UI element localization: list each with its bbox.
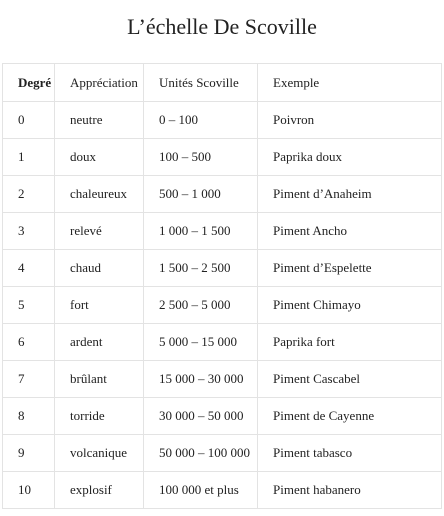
table-row: [3, 398, 442, 435]
cell-appreciation: fort: [55, 287, 144, 324]
cell-appreciation: torride: [55, 398, 144, 435]
table-row: [3, 139, 442, 176]
cell-degree: 6: [3, 324, 55, 361]
cell-scoville-units: 5 000 – 15 000: [144, 324, 258, 361]
cell-example: Piment Ancho: [258, 213, 442, 250]
cell-degree: 1: [3, 139, 55, 176]
cell-example: Piment d’Anaheim: [258, 176, 442, 213]
header-appreciation: Appréciation: [55, 64, 144, 102]
cell-appreciation: ardent: [55, 324, 144, 361]
table-header-row: [3, 64, 442, 102]
cell-example: Piment tabasco: [258, 435, 442, 472]
cell-scoville-units: 500 – 1 000: [144, 176, 258, 213]
cell-example: Piment Cascabel: [258, 361, 442, 398]
cell-degree: 10: [3, 472, 55, 509]
cell-scoville-units: 0 – 100: [144, 102, 258, 139]
cell-scoville-units: 50 000 – 100 000: [144, 435, 258, 472]
cell-appreciation: doux: [55, 139, 144, 176]
scoville-table: [2, 63, 442, 509]
table-header: [3, 64, 442, 102]
cell-appreciation: explosif: [55, 472, 144, 509]
table-row: [3, 435, 442, 472]
cell-scoville-units: 100 – 500: [144, 139, 258, 176]
cell-degree: 3: [3, 213, 55, 250]
table-body: [3, 102, 442, 509]
cell-appreciation: chaud: [55, 250, 144, 287]
cell-example: Paprika doux: [258, 139, 442, 176]
cell-scoville-units: 100 000 et plus: [144, 472, 258, 509]
header-scoville-units: Unités Scoville: [144, 64, 258, 102]
table-row: [3, 250, 442, 287]
cell-appreciation: brûlant: [55, 361, 144, 398]
cell-appreciation: relevé: [55, 213, 144, 250]
cell-example: Paprika fort: [258, 324, 442, 361]
cell-scoville-units: 15 000 – 30 000: [144, 361, 258, 398]
table-row: [3, 287, 442, 324]
page-title: L’échelle De Scoville: [127, 14, 317, 39]
cell-example: Poivron: [258, 102, 442, 139]
cell-scoville-units: 1 500 – 2 500: [144, 250, 258, 287]
cell-example: Piment habanero: [258, 472, 442, 509]
header-degree: Degré: [3, 64, 55, 102]
table-row: [3, 324, 442, 361]
cell-degree: 4: [3, 250, 55, 287]
cell-example: Piment d’Espelette: [258, 250, 442, 287]
cell-degree: 2: [3, 176, 55, 213]
cell-appreciation: chaleureux: [55, 176, 144, 213]
cell-degree: 7: [3, 361, 55, 398]
cell-degree: 9: [3, 435, 55, 472]
table-row: [3, 472, 442, 509]
cell-degree: 8: [3, 398, 55, 435]
cell-example: Piment de Cayenne: [258, 398, 442, 435]
cell-degree: 5: [3, 287, 55, 324]
table-row: [3, 102, 442, 139]
cell-scoville-units: 2 500 – 5 000: [144, 287, 258, 324]
table-row: [3, 361, 442, 398]
cell-degree: 0: [3, 102, 55, 139]
table-row: [3, 213, 442, 250]
cell-scoville-units: 30 000 – 50 000: [144, 398, 258, 435]
cell-example: Piment Chimayo: [258, 287, 442, 324]
cell-scoville-units: 1 000 – 1 500: [144, 213, 258, 250]
cell-appreciation: neutre: [55, 102, 144, 139]
header-example: Exemple: [258, 64, 442, 102]
table-row: [3, 176, 442, 213]
cell-appreciation: volcanique: [55, 435, 144, 472]
